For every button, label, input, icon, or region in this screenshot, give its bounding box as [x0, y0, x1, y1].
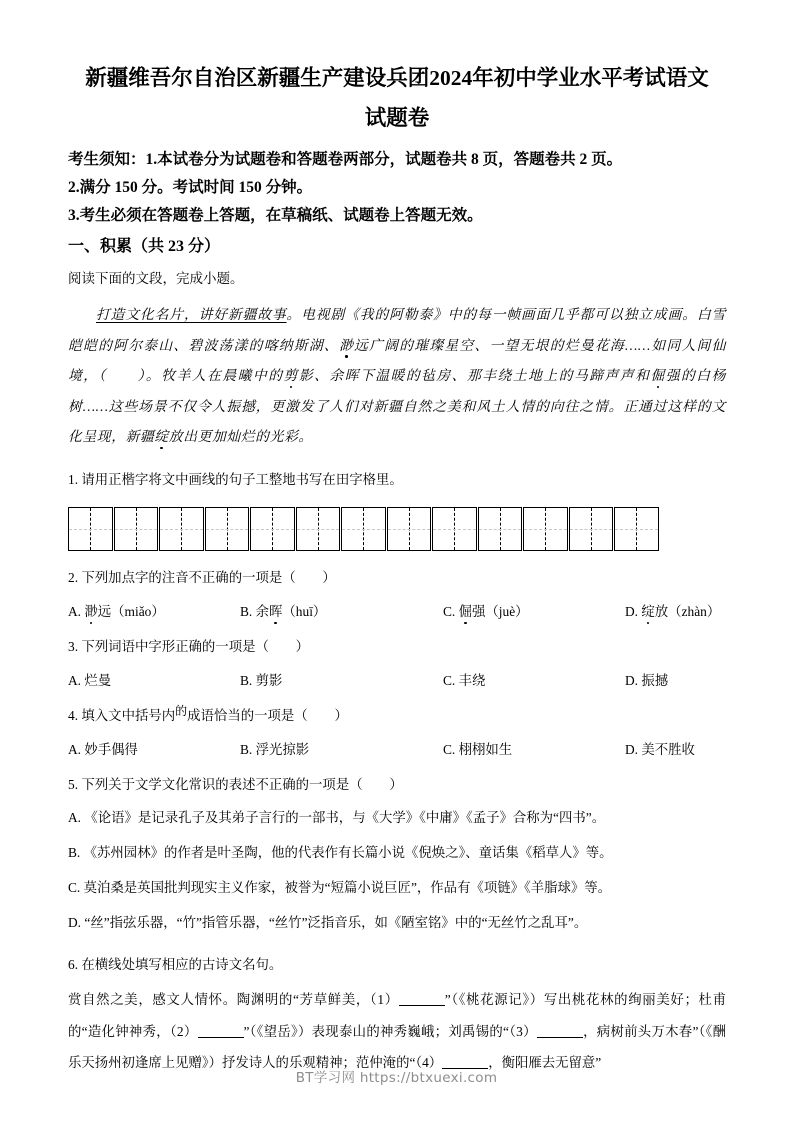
option-a-label: A. — [68, 673, 82, 688]
grid-cell[interactable] — [68, 507, 113, 552]
option-b-label: B. — [240, 604, 253, 619]
option-b-text: 《苏州园林》的作者是叶圣陶，他的代表作有长篇小说《倪焕之》、童话集《稻草人》等。 — [83, 845, 613, 860]
question-2-stem: 下列加点字的注音不正确的一项是（ ） — [81, 570, 336, 585]
option-b-text: 浮光掠影 — [255, 742, 310, 757]
question-1-stem: 请用正楷字将文中画线的句子工整地书写在田字格里。 — [81, 471, 403, 487]
q6-blank-3[interactable] — [537, 1023, 583, 1038]
passage-underlined-sentence: 打造文化名片，讲好新疆故事 — [96, 307, 287, 322]
option-c-label: C. — [443, 673, 456, 688]
option-c-label: C. — [443, 604, 456, 619]
question-4-number: 4. — [68, 708, 79, 723]
grid-cell[interactable] — [205, 507, 250, 552]
question-6-body — [68, 984, 726, 1079]
option-d[interactable] — [625, 739, 695, 758]
grid-cell[interactable] — [341, 507, 386, 552]
option-c[interactable] — [443, 601, 625, 620]
option-a-text: 妙手偶得 — [84, 742, 138, 757]
candidate-notice — [68, 146, 726, 230]
option-b-label: B. — [240, 742, 253, 757]
question-2 — [68, 565, 726, 591]
notice-line-2: 2.满分 150 分。考试时间 150 分钟。 — [68, 179, 313, 196]
q6-blank-1[interactable] — [399, 991, 445, 1006]
option-d-label: D. — [625, 604, 639, 619]
option-b[interactable] — [240, 601, 443, 620]
option-b-label: B. — [240, 673, 253, 688]
page-content — [68, 58, 726, 1079]
option-d-text: 振撼 — [641, 673, 669, 688]
passage-emph-jue: 倔 — [650, 368, 666, 383]
question-2-number: 2. — [68, 570, 79, 585]
passage-part-1: 。电视剧《我的阿勒泰》中的每一帧画面几乎都可以独立成画。白雪皑皑的阿尔泰山、碧波荡漾的喀纳斯湖、 — [68, 307, 726, 353]
option-b[interactable] — [240, 739, 443, 758]
option-b-text: 剪影 — [255, 673, 283, 688]
option-a-label: A. — [68, 742, 82, 757]
passage-part-5: 放出更加灿烂的光彩。 — [168, 429, 313, 444]
reading-passage — [68, 300, 726, 453]
option-c-text: 丰绕 — [458, 673, 486, 688]
option-b-label: B. — [68, 845, 81, 860]
option-b-text: （huī） — [282, 604, 327, 619]
question-5-stem: 下列关于文学文化常识的表述不正确的一项是（ ） — [81, 777, 403, 792]
question-6-stem: 在横线处填写相应的古诗文名句。 — [81, 957, 283, 972]
question-4 — [68, 703, 726, 729]
grid-cell[interactable] — [387, 507, 432, 552]
option-d-label: D. — [625, 742, 639, 757]
option-c-text: 栩栩如生 — [458, 742, 513, 757]
option-c-label: C. — [443, 742, 456, 757]
option-c[interactable] — [443, 670, 625, 689]
option-d[interactable] — [625, 670, 668, 689]
option-a-text: 烂曼 — [84, 673, 112, 688]
question-4-stem-pre: 填入文中括号内 — [81, 708, 176, 723]
question-4-stem-post: 成语恰当的一项是（ ） — [187, 708, 348, 723]
option-b-pre: 余 — [255, 604, 270, 619]
reading-instruction: 阅读下面的文段，完成小题。 — [68, 271, 244, 286]
option-d[interactable] — [68, 907, 726, 938]
question-5-number: 5. — [68, 777, 79, 792]
option-d-text: 美不胜收 — [641, 742, 695, 757]
grid-cell[interactable] — [114, 507, 159, 552]
option-a[interactable] — [68, 670, 240, 689]
passage-emph-jian: 剪 — [283, 368, 299, 383]
question-5-options — [68, 802, 726, 938]
grid-cell[interactable] — [569, 507, 614, 552]
option-a-emph-char: 渺 — [84, 604, 98, 619]
option-d-text: “丝”指弦乐器，“竹”指管乐器，“丝竹”泛指音乐，如《陋室铭》中的“无丝竹之乱耳”。 — [84, 915, 588, 930]
grid-cell[interactable] — [478, 507, 523, 552]
page-title: 新疆维吾尔自治区新疆生产建设兵团2024年初中学业水平考试语文试题卷 — [85, 66, 709, 130]
grid-cell[interactable] — [250, 507, 295, 552]
option-b-emph-char: 晖 — [269, 604, 283, 619]
option-d-label: D. — [68, 915, 82, 930]
passage-emph-zhan: 绽 — [154, 429, 169, 444]
option-c-label: C. — [68, 880, 81, 895]
tianzige-writing-grid[interactable] — [68, 507, 726, 552]
question-6 — [68, 952, 726, 978]
grid-cell[interactable] — [159, 507, 204, 552]
option-a-text: 《论语》是记录孔子及其弟子言行的一部书，与《大学》《中庸》《孟子》合称为“四书”。 — [84, 810, 606, 825]
option-c-text: 莫泊桑是英国批判现实主义作家，被誉为“短篇小说巨匠”，作品有《项链》《羊脂球》等。 — [83, 880, 612, 895]
option-a[interactable] — [68, 739, 240, 758]
option-a-text: 远（miǎo） — [97, 604, 165, 619]
option-d-label: D. — [625, 673, 639, 688]
passage-part-4: 强的白杨树……这些场景不仅令人振撼，更激发了人们对新疆自然之美和风土人情的向往之情。正通过这样的文化呈现，新疆 — [68, 368, 726, 444]
question-4-stem-raised: 的 — [175, 704, 188, 718]
question-3 — [68, 634, 726, 660]
question-5 — [68, 772, 726, 798]
grid-cell[interactable] — [523, 507, 568, 552]
question-3-number: 3. — [68, 639, 79, 654]
q6-segment-1: 赏自然之美，感文人情怀。陶渊明的“芳草鲜美，（1） — [68, 992, 399, 1007]
option-b[interactable] — [240, 670, 443, 689]
question-1 — [68, 467, 726, 493]
grid-cell[interactable] — [614, 507, 659, 552]
option-c[interactable] — [443, 739, 625, 758]
passage-part-2: 远广阔的璀璨星空、一望无垠的烂曼花海……如同人间仙境，（ ）。牧羊人在晨曦中的 — [68, 337, 726, 383]
q6-segment-3: ”（《望岳》）表现泰山的神秀巍峨；刘禹锡的“（3） — [243, 1023, 537, 1039]
option-d-emph-char: 绽 — [641, 604, 655, 619]
option-d-text: 放（zhàn） — [654, 604, 721, 619]
option-c[interactable] — [68, 872, 726, 903]
question-1-number: 1. — [68, 471, 79, 487]
q6-segment-2: ”（《桃花源记》）写出桃花林的绚丽美好；杜甫的“造化钟神秀，（2） — [68, 992, 727, 1039]
passage-emph-miao: 渺 — [338, 337, 355, 353]
option-a[interactable] — [68, 601, 240, 620]
option-a-label: A. — [68, 810, 82, 825]
q6-segment-5: ，衡阳雁去无留意” — [488, 1055, 602, 1070]
question-2-options — [68, 601, 726, 620]
grid-cell[interactable] — [296, 507, 341, 552]
grid-cell[interactable] — [432, 507, 477, 552]
q6-segment-4: ，病树前头万木春”（《酬乐天扬州初逢席上见赠》）抒发诗人的乐观精神；范仲淹的“（4） — [68, 1023, 726, 1070]
question-3-options — [68, 670, 726, 689]
option-b[interactable] — [68, 837, 726, 868]
section-heading-accumulation: 一、积累（共 23 分） — [68, 238, 221, 255]
notice-line-3: 3.考生必须在答题卷上答题，在草稿纸、试题卷上答题无效。 — [68, 207, 483, 224]
option-c-text: 强（juè） — [472, 604, 529, 619]
option-d[interactable] — [625, 601, 720, 620]
option-a-label: A. — [68, 604, 82, 619]
option-c-emph-char: 倔 — [458, 604, 473, 619]
question-3-stem: 下列词语中字形正确的一项是（ ） — [81, 639, 310, 654]
question-4-options — [68, 739, 726, 758]
footer-watermark: BT学习网 https://btxuexi.com — [295, 1070, 498, 1086]
q6-blank-2[interactable] — [198, 1023, 244, 1038]
notice-line-1: 考生须知：1.本试卷分为试题卷和答题卷两部分，试题卷共 8 页，答题卷共 2 页。 — [68, 151, 623, 168]
question-6-number: 6. — [68, 957, 79, 972]
passage-part-3: 影、余晖下温暖的毡房、那丰绕土地上的马蹄声声和 — [298, 368, 651, 383]
option-a[interactable] — [68, 802, 726, 833]
